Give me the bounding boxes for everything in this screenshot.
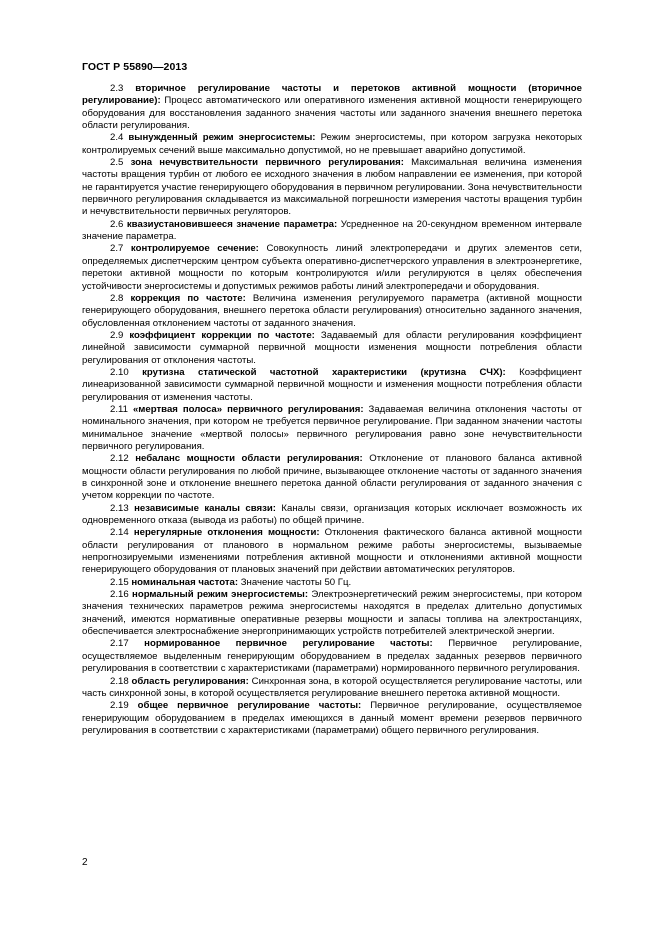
- defined-term: номинальная частота:: [131, 576, 239, 588]
- definition-paragraph: [82, 83, 582, 132]
- definition-paragraph: [82, 589, 582, 638]
- definition-text: Процесс автоматического или оперативного изменения активной мощности генерирующего оборудования для восстановления заданного значения частоты или заданного значения внешнего перетока области регулирования.: [82, 95, 582, 132]
- defined-term: вторичное регулирование частоты и перетоков активной мощности (вторичное регулирование):: [82, 83, 582, 107]
- defined-term: общее первичное регулирование частоты:: [137, 700, 362, 712]
- defined-term: область регулирования:: [131, 675, 249, 687]
- defined-term: крутизна статической частотной характеристики (крутизна СЧХ):: [142, 366, 506, 378]
- definition-paragraph: [82, 293, 582, 330]
- clause-number: 2.16: [110, 589, 129, 601]
- clause-number: 2.15: [110, 576, 129, 588]
- clause-number: 2.11: [110, 403, 128, 415]
- definition-text: Задаваемая величина отклонения частоты от номинального значения, при котором не требуется первичное регулирование. При заданном значении частоты минимальное значение «мертвой полосы» первичного регулирования равно зоне нечувствительности первичного регулирования.: [82, 403, 582, 452]
- clause-number: 2.9: [110, 329, 124, 341]
- definition-paragraph: [82, 219, 582, 244]
- definition-text: Режим энергосистемы, при котором загрузка некоторых контролируемых сечений выше максимально допустимой, но не превышает аварийно допустимой.: [82, 132, 582, 156]
- definition-text: Величина изменения регулируемого параметра (активной мощности генерирующего оборудования, внешнего перетока области регулирования) относительно заданного значения, обусловленная отклонением частоты от заданного значения.: [82, 292, 583, 329]
- defined-term: зона нечувствительности первичного регулирования:: [130, 157, 404, 169]
- definition-text: Отклонение от планового баланса активной мощности области регулирования по любой причине, вызывающее отклонение частоты от заданного значения в синхронной зоне и отклонение внешнего перетока данной области регулирования от заданного значения с учетом коррекции по частоте.: [82, 453, 583, 502]
- definition-paragraph: [82, 527, 582, 576]
- definition-paragraph: [82, 700, 582, 737]
- clause-number: 2.14: [110, 527, 129, 539]
- clause-number: 2.7: [110, 243, 124, 255]
- definition-text: Коэффициент линеаризованной зависимости суммарной первичной мощности и изменения мощности потребления области регулирования от изменения частоты.: [82, 366, 583, 403]
- defined-term: коррекция по частоте:: [130, 292, 246, 304]
- clause-number: 2.5: [110, 157, 124, 169]
- clause-number: 2.12: [110, 453, 129, 465]
- definition-text: Отклонения фактического баланса активной мощности области регулирования от планового в нормальном режиме работы энергосистемы, вызываемые непрогнозируемыми изменениями потребления активной мощности и отклонениями активной мощности генерирующего оборудования от плановых значений при действии автоматических регуляторов.: [82, 527, 582, 576]
- definition-paragraph: [82, 503, 582, 528]
- clause-number: 2.4: [110, 132, 124, 144]
- definition-paragraph: [82, 330, 582, 367]
- definition-text: Совокупность линий электропередачи и других элементов сети, определяемых диспетчерским центром субъекта оперативно-диспетчерского управления в электроэнергетике, перетоки активной мощности по которым контролируются и/или регулируются в целях обеспечения устойчивости энергосистемы и допустимых режимов работы линий электропередачи и оборудования.: [82, 243, 583, 292]
- defined-term: нормированное первичное регулирование частоты:: [144, 638, 433, 650]
- defined-term: нерегулярные отклонения мощности:: [133, 527, 320, 539]
- defined-term: вынужденный режим энергосистемы:: [128, 132, 316, 144]
- clause-number: 2.19: [110, 700, 129, 712]
- page-number: 2: [82, 857, 88, 868]
- definition-paragraph: [82, 676, 582, 701]
- clause-number: 2.17: [110, 638, 129, 650]
- defined-term: «мертвая полоса» первичного регулирования:: [132, 403, 364, 415]
- definition-paragraph: [82, 243, 582, 292]
- definition-text: Усредненное на 20-секундном временном интервале значение параметра.: [82, 218, 582, 243]
- defined-term: небаланс мощности области регулирования:: [135, 453, 363, 465]
- definition-paragraph: [82, 404, 582, 453]
- defined-term: контролируемое сечение:: [130, 243, 259, 255]
- clause-number: 2.18: [110, 675, 129, 687]
- defined-term: нормальный режим энергосистемы:: [132, 589, 309, 601]
- definition-text: Электроэнергетический режим энергосистемы, при котором значения технических параметров режима энергосистемы находятся в пределах длительно допустимых значений, имеются нормативные оперативные резервы мощности и запасы топлива на электростанциях, обеспечивается электроснабжение энергопринимающих устройств потребителей электрической энергии.: [82, 589, 583, 638]
- clause-number: 2.6: [110, 218, 124, 230]
- definition-text: Синхронная зона, в которой осуществляется регулирование частоты, или часть синхронной зоны, в которой осуществляется регулирование внешнего перетока активной мощности.: [82, 675, 583, 699]
- definition-text: Задаваемый для области регулирования коэффициент линейной зависимости суммарной первичной мощности изменения мощности потребления области регулирования от отклонения частоты.: [82, 329, 582, 366]
- definition-paragraph: [82, 638, 582, 675]
- definition-text: Первичное регулирование, осуществляемое генерирующим оборудованием в пределах имеющихся в данный момент времени резервов первичного регулирования в соответствии с характеристиками (параметрами) общего первичного регулирования.: [82, 700, 582, 736]
- definition-paragraph: [82, 157, 582, 219]
- clause-number: 2.3: [110, 83, 124, 94]
- defined-term: квазиустановившееся значение параметра:: [126, 218, 338, 230]
- definition-paragraph: [82, 453, 582, 502]
- defined-term: независимые каналы связи:: [134, 502, 276, 514]
- defined-term: коэффициент коррекции по частоте:: [129, 329, 315, 341]
- definition-text: Максимальная величина изменения частоты вращения турбин от любого ее исходного значения в любом направлении ее изменения, при которой не гарантируется участие генерирующего оборудования в первичном регулировании. Зона нечувствительности первичного регулирования складывается из максимальной погрешности измерения частоты вращения турбин и нечувствительности первичных регуляторов.: [82, 157, 582, 218]
- document-body: [82, 83, 582, 737]
- definition-paragraph: [82, 367, 582, 404]
- document-header: ГОСТ Р 55890—2013: [82, 61, 188, 73]
- definition-paragraph: [82, 132, 582, 157]
- clause-number: 2.8: [110, 292, 124, 304]
- clause-number: 2.10: [110, 366, 129, 378]
- clause-number: 2.13: [110, 502, 129, 514]
- definition-text: Первичное регулирование, осуществляемое выделенным генерирующим оборудованием в пределах заданных резервов первичного регулирования в соответствии с характеристиками (параметрами) нормированного первичного регулирования.: [82, 638, 583, 675]
- definition-paragraph: [82, 577, 582, 589]
- definition-text: Каналы связи, организация которых исключает возможность их одновременного отказа (вывода из работы) по общей причине.: [82, 502, 582, 527]
- definition-text: Значение частоты 50 Гц.: [240, 576, 352, 588]
